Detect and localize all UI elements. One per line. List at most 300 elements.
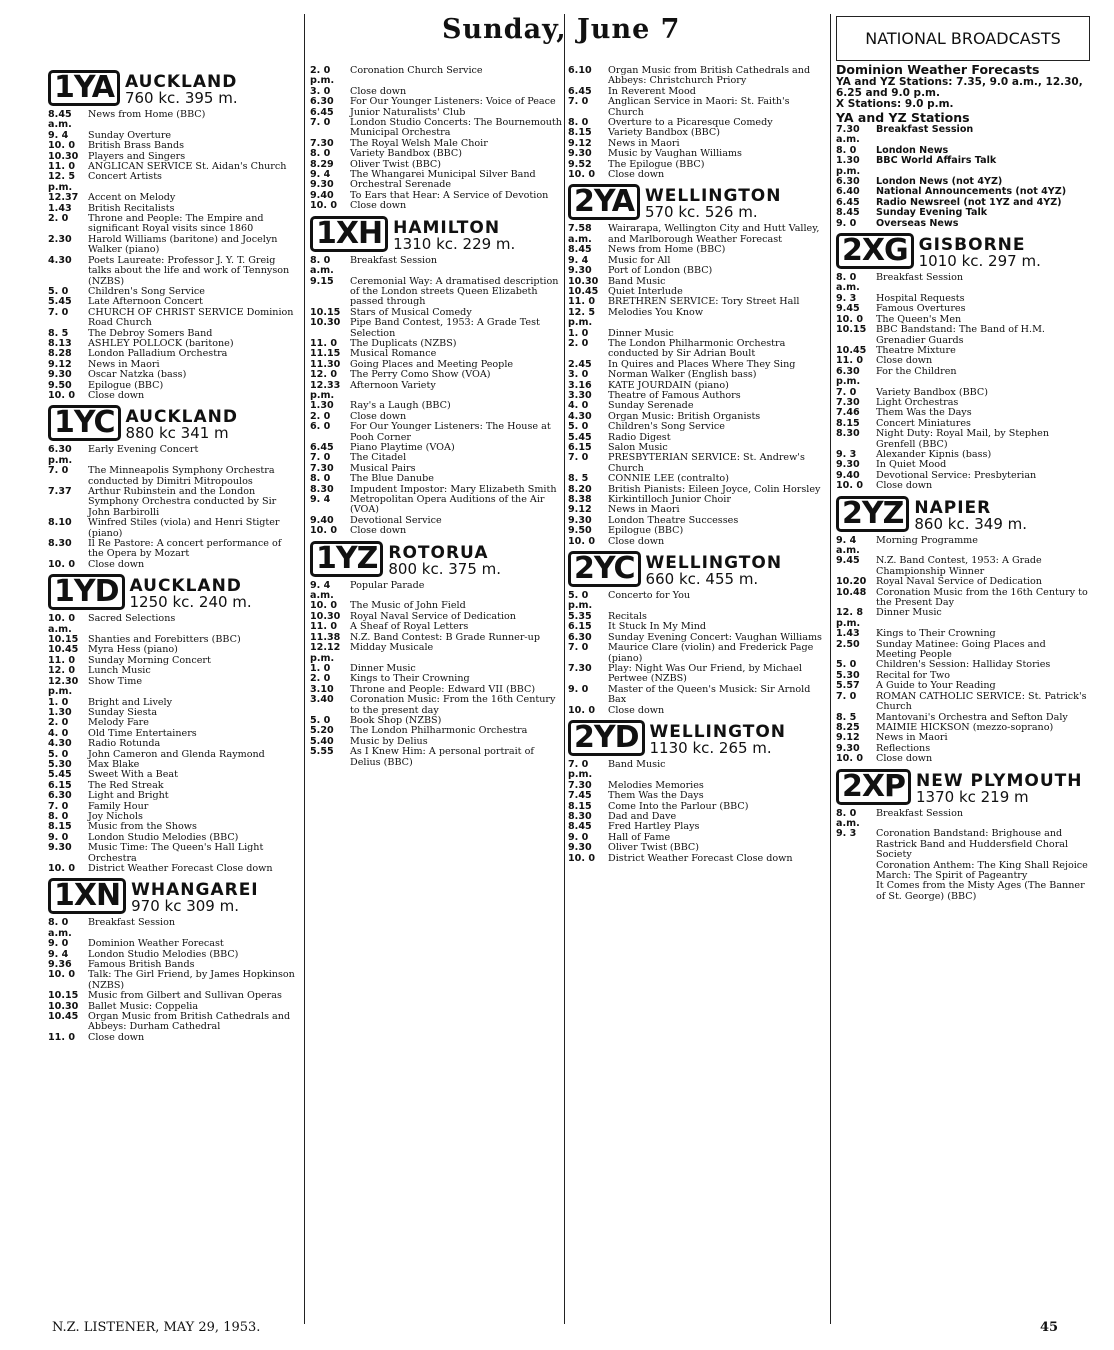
- programme-time: 7.30: [568, 662, 592, 674]
- programme-time: 8. 0: [310, 148, 331, 160]
- programme-item: [48, 666, 300, 676]
- programme-title: Metropolitan Opera Auditions of the Air (VOA): [350, 494, 545, 516]
- programme-title: Coronation Music: From the 16th Century to the present day: [350, 694, 556, 716]
- programme-title: Joy Nichols: [88, 810, 143, 822]
- programme-time: 4. 0: [568, 400, 589, 412]
- programme-time: 5.30: [48, 758, 72, 770]
- programme-item: [310, 370, 562, 380]
- programme-time: 7. 0: [568, 642, 589, 654]
- programme-time: 10. 0: [568, 852, 596, 864]
- programme-title: British Pianists: Eileen Joyce, Colin Horsley: [608, 483, 821, 495]
- programme-title: Throne and People: The Empire and significant Royal visits since 1860: [88, 213, 264, 235]
- station-section: [48, 878, 300, 1043]
- programme-title: Variety Bandbox (BBC): [608, 127, 720, 139]
- programme-title: Sunday Evening Talk: [876, 207, 988, 219]
- programme-time: 9.30: [836, 742, 860, 754]
- programme-title: Salon Music: [608, 442, 668, 453]
- programme-list: [568, 760, 826, 864]
- programme-time: 6.45: [310, 442, 334, 453]
- programme-title: Fred Hartley Plays: [608, 821, 700, 833]
- programme-item: [568, 391, 826, 401]
- programme-time: 6. 0: [310, 421, 331, 433]
- station-header: [836, 769, 1088, 805]
- programme-time: 5.35: [568, 610, 592, 622]
- programme-title: Sunday Evening Concert: Vaughan Williams: [608, 631, 822, 643]
- programme-item: [310, 339, 562, 349]
- programme-time: 6.30: [836, 176, 860, 188]
- programme-time: 11.15: [310, 348, 341, 360]
- programme-item: [310, 516, 562, 526]
- station-section: [568, 66, 826, 180]
- programme-time: 9. 3: [836, 828, 857, 840]
- programme-title: Light Orchestras: [876, 396, 959, 408]
- programme-title: Il Re Pastore: A concert performance of the Opera by Mozart: [88, 538, 282, 560]
- programme-title: Children's Song Service: [608, 421, 725, 433]
- programme-title: Reflections: [876, 742, 931, 754]
- programme-item: [568, 760, 826, 781]
- programme-title: National Announcements (not 4YZ): [876, 186, 1067, 198]
- programme-list: [836, 809, 1088, 903]
- programme-time: 8. 5: [48, 327, 69, 339]
- programme-time: 3.40: [310, 694, 334, 706]
- programme-item: [836, 692, 1088, 713]
- programme-title: Lunch Music: [88, 665, 151, 677]
- programme-time: 10.45: [48, 644, 79, 656]
- programme-time: 3. 0: [568, 369, 589, 381]
- programme-time: 8.15: [568, 127, 592, 139]
- programme-item: [836, 429, 1088, 450]
- station-frequency: 1010 kc. 297 m.: [918, 252, 1041, 271]
- programme-time: 9. 4: [310, 494, 331, 506]
- programme-item: [836, 356, 1088, 366]
- programme-time: 7.30: [310, 462, 334, 474]
- programme-title: London News: [876, 144, 949, 156]
- programme-title: Norman Walker (English bass): [608, 369, 757, 381]
- programme-time: 9. 4: [48, 129, 69, 141]
- programme-title: News in Maori: [608, 137, 680, 149]
- programme-title: Myra Hess (piano): [88, 644, 178, 656]
- station-callsign: 1YC: [48, 405, 121, 441]
- programme-time: 8.30: [836, 428, 860, 440]
- programme-title: Radio Digest: [608, 431, 671, 443]
- programme-title: A Sheaf of Royal Letters: [350, 621, 469, 633]
- programme-title: It Stuck In My Mind: [608, 621, 707, 633]
- programme-time: 1.30: [310, 400, 334, 412]
- programme-time: 6.15: [568, 442, 592, 453]
- programme-title: Popular Parade: [350, 579, 425, 591]
- programme-time: 5.40: [310, 735, 334, 747]
- programme-title: Children's Session: Halliday Stories: [876, 659, 1051, 671]
- programme-item: [568, 97, 826, 118]
- programme-title: Sunday Serenade: [608, 400, 694, 412]
- programme-item: [568, 433, 826, 443]
- programme-item: [568, 822, 826, 832]
- programme-item: [568, 224, 826, 245]
- station-section: [568, 184, 826, 547]
- programme-time: 6.30 p.m.: [48, 444, 73, 466]
- programme-time: 10.30: [310, 317, 341, 329]
- programme-title: London Palladium Orchestra: [88, 348, 228, 360]
- programme-time: 10. 0: [836, 480, 864, 492]
- programme-time: 12. 5 p.m.: [568, 306, 596, 329]
- programme-time: 8.45 a.m.: [48, 109, 72, 131]
- programme-title: Hospital Requests: [876, 292, 965, 304]
- programme-item: [48, 539, 300, 560]
- programme-title: Children's Song Service: [88, 285, 205, 297]
- programme-time: 3.10: [310, 683, 334, 695]
- programme-item: [568, 685, 826, 706]
- programme-item: [568, 537, 826, 547]
- programme-title: Theatre Mixture: [876, 344, 956, 356]
- programme-time: 8.20: [568, 483, 592, 495]
- programme-title: Melodies You Know: [608, 306, 704, 318]
- programme-time: 6.30: [568, 631, 592, 643]
- programme-time: 12. 8 p.m.: [836, 607, 864, 629]
- station-section: [48, 574, 300, 874]
- programme-item: [836, 304, 1088, 314]
- programme-title: News from Home (BBC): [608, 244, 726, 256]
- programme-title: Impudent Impostor: Mary Elizabeth Smith: [350, 483, 557, 495]
- programme-time: 2. 0: [310, 673, 331, 685]
- programme-item: [568, 802, 826, 812]
- station-section: [48, 405, 300, 570]
- programme-title: The London Philharmonic Orchestra conducted by Sir Adrian Boult: [608, 337, 786, 360]
- programme-title: London Studio Concerts: The Bournemouth Municipal Orchestra: [350, 117, 562, 139]
- programme-time: 10. 0: [310, 525, 338, 537]
- programme-item: [310, 66, 562, 87]
- programme-time: 8.45: [836, 207, 860, 219]
- programme-title: Winfred Stiles (viola) and Henri Stigter (piano): [88, 517, 280, 539]
- station-header: [310, 541, 562, 577]
- programme-time: 7. 0: [568, 452, 589, 464]
- programme-time: 10.15: [836, 324, 867, 336]
- programme-item: [836, 829, 1088, 860]
- programme-time: 3.16: [568, 379, 592, 391]
- programme-title: Old Time Entertainers: [88, 727, 197, 739]
- programme-title: The Perry Como Show (VOA): [350, 369, 491, 381]
- programme-time: 7. 0: [568, 96, 589, 108]
- programme-time: 6.45: [568, 85, 592, 97]
- programme-time: 8.25: [836, 721, 860, 733]
- station-frequency: 1310 kc. 229 m.: [393, 234, 516, 253]
- programme-item: [568, 854, 826, 864]
- programme-title: John Cameron and Glenda Raymond: [88, 748, 265, 760]
- programme-item: [48, 802, 300, 812]
- programme-time: 7. 0 p.m.: [568, 758, 593, 781]
- programme-title: Junior Naturalists' Club: [350, 106, 466, 118]
- programme-time: 5.55: [310, 746, 334, 758]
- programme-item: [48, 518, 300, 539]
- programme-title: Kings to Their Crowning: [876, 628, 996, 640]
- programme-title: News from Home (BBC): [88, 109, 206, 120]
- programme-time: 8.13: [48, 337, 72, 349]
- programme-time: 11. 0: [310, 337, 338, 349]
- national-broadcasts-heading: NATIONAL BROADCASTS: [836, 16, 1090, 61]
- programme-time: 8. 5: [568, 473, 589, 485]
- programme-time: [836, 881, 876, 902]
- programme-item: [568, 370, 826, 380]
- programme-time: 12.12 p.m.: [310, 642, 341, 664]
- programme-time: 6.30 p.m.: [836, 365, 861, 388]
- programme-title: Talk: The Girl Friend, by James Hopkinson (NZBS): [88, 969, 295, 991]
- station-city: NEW PLYMOUTH: [916, 770, 1083, 791]
- programme-title: Show Time: [88, 675, 143, 687]
- station-callsign: 2YC: [568, 551, 641, 587]
- programme-title: KATE JOURDAIN (piano): [608, 379, 729, 391]
- programme-time: 2.45: [568, 358, 592, 370]
- programme-item: [48, 214, 300, 235]
- programme-item: [836, 156, 1088, 177]
- programme-title: Concerto for You: [608, 590, 691, 602]
- programme-time: 7. 0: [310, 452, 331, 464]
- programme-title: Devotional Service: [350, 514, 442, 526]
- programme-time: 10. 0: [48, 140, 76, 152]
- programme-time: 7.30: [310, 137, 334, 149]
- programme-title: Breakfast Session: [88, 917, 176, 929]
- programme-time: 9. 0: [568, 831, 589, 843]
- station-header: [48, 574, 300, 610]
- programme-item: [48, 466, 300, 487]
- programme-title: The Blue Danube: [350, 473, 434, 485]
- programme-list: [48, 445, 300, 570]
- programme-time: 10. 0 a.m.: [48, 613, 76, 635]
- programme-title: The Citadel: [350, 452, 407, 464]
- programme-item: [48, 445, 300, 466]
- programme-title: Concert Miniatures: [876, 417, 971, 429]
- programme-item: [836, 881, 1088, 902]
- programme-time: 12.30 p.m.: [48, 675, 79, 698]
- programme-item: [568, 266, 826, 276]
- programme-title: Famous British Bands: [88, 959, 195, 971]
- programme-title: Close down: [350, 410, 407, 422]
- station-callsign: 2YD: [568, 720, 645, 756]
- programme-item: [836, 754, 1088, 764]
- programme-title: Harold Williams (baritone) and Jocelyn Walker (piano): [88, 233, 278, 256]
- programme-list: [836, 536, 1088, 765]
- programme-title: Melody Fare: [88, 717, 149, 729]
- programme-time: 4.30: [568, 410, 592, 422]
- stations-title: YA and YZ Stations: [836, 110, 970, 125]
- programme-title: Kirkintilloch Junior Choir: [608, 494, 731, 506]
- station-header: [836, 496, 1088, 532]
- station-header: [568, 551, 826, 587]
- station-section: [48, 70, 300, 401]
- programme-item: [48, 614, 300, 635]
- programme-time: 1.30: [48, 706, 72, 718]
- programme-item: [48, 864, 300, 874]
- programme-title: Afternoon Variety: [350, 379, 436, 391]
- programme-time: 9.15: [310, 275, 334, 287]
- programme-item: [48, 370, 300, 380]
- programme-time: 8.30: [310, 483, 334, 495]
- programme-title: Ballet Music: Coppelia: [88, 1000, 199, 1012]
- programme-time: 6.15: [568, 621, 592, 633]
- programme-time: 1.43: [836, 628, 860, 640]
- programme-title: Throne and People: Edward VII (BBC): [350, 683, 536, 695]
- column-rule: [564, 14, 565, 1324]
- programme-time: [836, 871, 876, 881]
- programme-item: [48, 750, 300, 760]
- programme-item: [310, 726, 562, 736]
- programme-item: [568, 453, 826, 474]
- programme-item: [568, 643, 826, 664]
- programme-item: [568, 277, 826, 287]
- programme-title: Sacred Selections: [88, 613, 176, 625]
- programme-item: [836, 208, 1088, 218]
- programme-item: [48, 770, 300, 780]
- programme-time: 9.45: [836, 555, 860, 567]
- programme-title: Shanties and Forebitters (BBC): [88, 634, 241, 646]
- programme-time: 9. 0: [568, 683, 589, 695]
- programme-title: Breakfast Session: [876, 807, 964, 819]
- programme-title: Bright and Lively: [88, 696, 173, 708]
- programme-title: London News (not 4YZ): [876, 176, 1003, 188]
- programme-time: 10.30: [48, 1000, 79, 1012]
- programme-time: 8. 5: [836, 711, 857, 723]
- programme-item: [310, 443, 562, 453]
- programme-item: [48, 349, 300, 359]
- programme-time: 8.10: [48, 517, 72, 529]
- programme-time: 5. 0: [568, 421, 589, 433]
- programme-title: The London Philharmonic Orchestra: [350, 725, 528, 737]
- programme-title: Close down: [608, 169, 665, 181]
- programme-time: 9. 0: [836, 217, 857, 229]
- column-4: [836, 62, 1088, 902]
- programme-title: Hall of Fame: [608, 831, 671, 843]
- programme-time: 5. 0: [48, 285, 69, 297]
- programme-time: 6.30: [48, 790, 72, 802]
- station-frequency: 880 kc 341 m: [125, 424, 229, 443]
- programme-time: 5. 0: [836, 659, 857, 671]
- footer-credit: N.Z. LISTENER, MAY 29, 1953.: [52, 1320, 261, 1335]
- column-4-stations: [836, 233, 1088, 902]
- programme-time: 8. 0: [836, 144, 857, 156]
- programme-title: Poets Laureate: Professor J. Y. T. Greig talks about the life and work of Tennyson (NZBS): [88, 254, 290, 287]
- programme-title: Variety Bandbox (BBC): [350, 148, 462, 160]
- programme-item: [836, 481, 1088, 491]
- programme-title: Dad and Dave: [608, 810, 677, 822]
- programme-item: [836, 588, 1088, 609]
- station-frequency: 1130 kc. 265 m.: [649, 738, 772, 757]
- programme-title: Close down: [608, 704, 665, 716]
- programme-item: [310, 118, 562, 139]
- programme-time: 4. 0: [48, 727, 69, 739]
- programme-title: Recital for Two: [876, 669, 951, 681]
- column-rule: [304, 14, 305, 1324]
- programme-time: 10. 0: [310, 600, 338, 612]
- programme-title: Ray's a Laugh (BBC): [350, 400, 451, 412]
- programme-list: [836, 273, 1088, 492]
- programme-time: 10.45: [48, 1011, 79, 1023]
- programme-title: News in Maori: [876, 732, 948, 744]
- programme-title: The Epilogue (BBC): [608, 158, 705, 170]
- programme-time: 8.15: [568, 800, 592, 812]
- programme-title: Sunday Matinee: Going Places and Meeting People: [876, 638, 1046, 661]
- station-section: [836, 233, 1088, 492]
- programme-time: 5.45: [48, 296, 72, 308]
- programme-time: 9. 4: [310, 169, 331, 181]
- station-city: AUCKLAND: [125, 407, 238, 428]
- programme-time: 10.15: [48, 634, 79, 646]
- programme-item: [568, 664, 826, 685]
- programme-item: [310, 256, 562, 277]
- programme-item: [310, 201, 562, 211]
- programme-time: 11. 0: [568, 296, 596, 308]
- programme-item: [310, 422, 562, 443]
- programme-item: [48, 656, 300, 666]
- programme-time: 10.48: [836, 586, 867, 598]
- programme-time: 9.52: [568, 158, 592, 170]
- programme-title: Music by Vaughan Williams: [608, 148, 742, 160]
- programme-title: Oliver Twist (BBC): [608, 842, 700, 854]
- programme-title: Famous Overtures: [876, 303, 966, 315]
- programme-title: Alexander Kipnis (bass): [876, 448, 992, 460]
- programme-time: 7. 0: [836, 690, 857, 702]
- programme-item: [310, 581, 562, 602]
- programme-item: [48, 918, 300, 939]
- programme-title: Breakfast Session: [876, 272, 964, 284]
- programme-item: [836, 388, 1088, 398]
- station-callsign: 2XG: [836, 233, 914, 269]
- programme-title: District Weather Forecast Close down: [608, 852, 793, 864]
- programme-title: Close down: [88, 558, 145, 570]
- programme-title: Max Blake: [88, 758, 140, 770]
- station-city: WELLINGTON: [645, 553, 783, 574]
- programme-time: 7. 0: [836, 386, 857, 398]
- programme-time: 6.10: [568, 65, 592, 76]
- station-section: [310, 216, 562, 537]
- programme-item: [568, 422, 826, 432]
- station-header: [48, 878, 300, 914]
- programme-item: [568, 526, 826, 536]
- programme-title: Melodies Memories: [608, 779, 704, 791]
- programme-item: [836, 640, 1088, 661]
- programme-time: 9.45: [836, 303, 860, 315]
- programme-title: Orchestral Serenade: [350, 179, 452, 191]
- programme-title: Anglican Service in Maori: St. Faith's Church: [608, 96, 790, 118]
- programme-item: [568, 706, 826, 716]
- programme-time: 6.45: [836, 196, 860, 208]
- programme-item: [836, 367, 1088, 388]
- programme-time: 1.30 p.m.: [836, 155, 861, 177]
- station-callsign: 1XH: [310, 216, 388, 252]
- station-city: NAPIER: [914, 497, 992, 518]
- programme-time: 8.15: [836, 417, 860, 429]
- programme-item: [568, 339, 826, 360]
- programme-title: Epilogue (BBC): [608, 525, 684, 537]
- programme-time: 10.15: [310, 306, 341, 318]
- programme-title: British Brass Bands: [88, 140, 185, 152]
- programme-list: [48, 918, 300, 1043]
- programme-time: 12. 0: [48, 665, 76, 677]
- programme-time: 8. 0: [48, 810, 69, 822]
- programme-time: 9. 4 a.m.: [836, 534, 860, 556]
- programme-time: 7. 0: [48, 465, 69, 477]
- programme-list: [48, 614, 300, 874]
- programme-title: Dominion Weather Forecast: [88, 938, 224, 950]
- station-frequency: 860 kc. 349 m.: [914, 514, 1028, 533]
- station-header: [48, 70, 300, 106]
- programme-title: N.Z. Band Contest, 1953: A Grade Championship Winner: [876, 555, 1042, 577]
- programme-time: 4.30: [48, 254, 72, 266]
- programme-time: 12. 0: [310, 369, 338, 381]
- programme-title: CONNIE LEE (contralto): [608, 473, 729, 485]
- programme-title: In Reverent Mood: [608, 85, 696, 97]
- programme-time: 9.30: [48, 842, 72, 854]
- station-callsign: 1YZ: [310, 541, 383, 577]
- programme-title: Play: Night Was Our Friend, by Michael Pertwee (NZBS): [608, 662, 802, 685]
- programme-title: Music Time: The Queen's Hall Light Orchestra: [88, 842, 264, 864]
